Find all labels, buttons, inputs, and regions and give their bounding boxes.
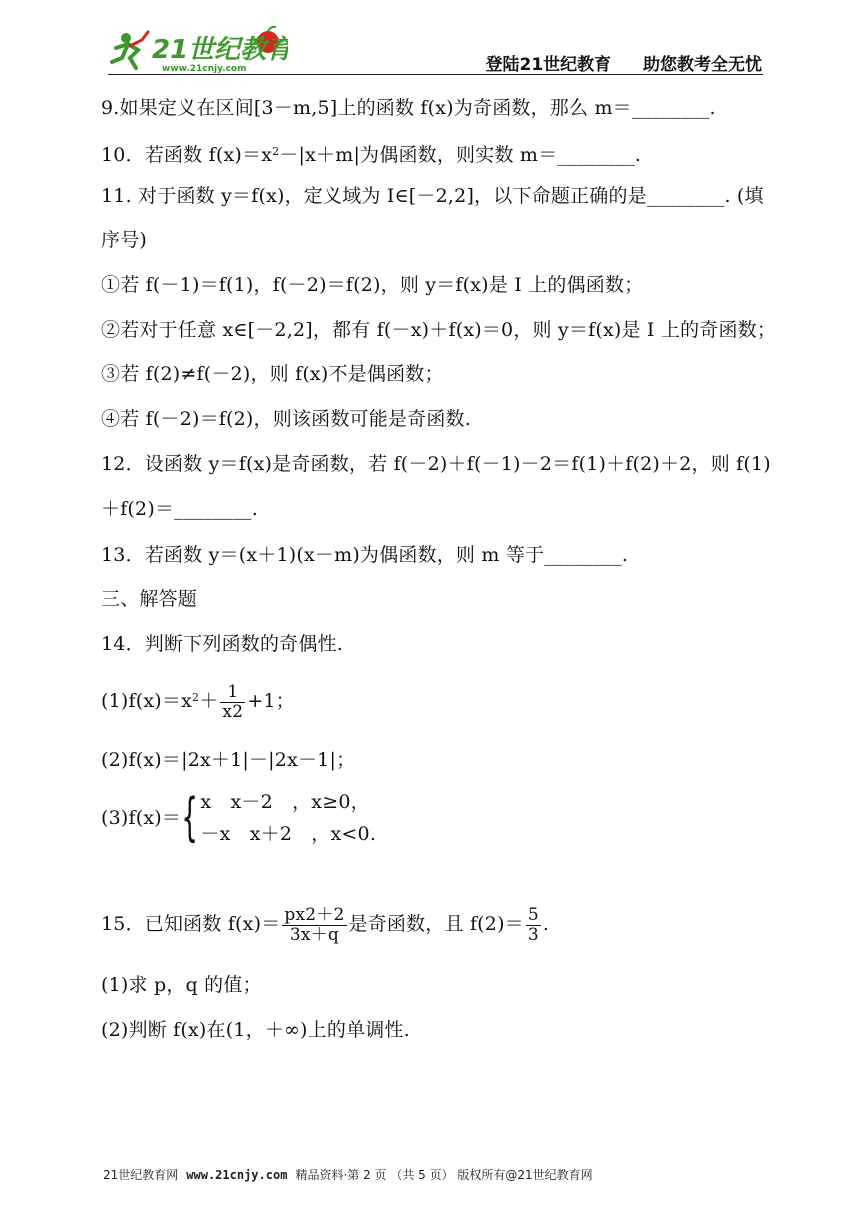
- question-15-part-1: (1)求 p，q 的值；: [101, 974, 262, 996]
- question-15: 15．已知函数 f(x)＝ $\frac{px2+2}{3x+q}$ 是奇函数，且 f(2)＝ $\frac{5}{3}$ .: [101, 904, 550, 945]
- logo-text: 21世纪教育: [152, 35, 288, 65]
- question-14: 14．判断下列函数的奇偶性.: [101, 633, 344, 655]
- left-brace: {: [181, 788, 199, 848]
- header-slogan: [485, 50, 762, 75]
- question-9: 9.如果定义在区间[3－m,5]上的函数 f(x)为奇函数，那么 m＝________.: [101, 97, 716, 119]
- question-11-option-1: ①若 f(－1)＝f(1)，f(－2)＝f(2)，则 y＝f(x)是 I 上的偶函数；: [101, 274, 644, 296]
- question-13: 13．若函数 y＝(x＋1)(x－m)为偶函数，则 m 等于________.: [101, 544, 629, 566]
- footer-right: 精品资料·第 2 页 （共 5 页） 版权所有@21世纪教育网: [295, 1168, 593, 1182]
- logo-url: www.21cnjy.com: [162, 64, 247, 74]
- question-14-part-1: $(1)f(x)=x^2+$ $\frac{1}{x2}$ +1；: [101, 681, 295, 722]
- page-footer: [103, 1166, 593, 1183]
- question-11-option-3: ③若 f(2)≠f(－2)，则 f(x)不是偶函数；: [101, 363, 444, 385]
- slogan-right: 助您教考全无忧: [643, 55, 762, 75]
- fraction-5-over-3: $\frac{5}{3}$: [527, 904, 539, 945]
- question-11-line2: 序号): [101, 229, 148, 251]
- logo-runner-icon: [108, 24, 288, 74]
- fraction-1-over-x2: $\frac{1}{x2}$: [222, 681, 244, 722]
- question-12-line1: 12．设函数 y＝f(x)是奇函数，若 f(－2)＋f(－1)－2＝f(1)＋f(2)＋2，则 f(1): [101, 453, 771, 475]
- case-1: x x－2 ，x≥0，: [200, 791, 370, 813]
- section-3-heading: 三、解答题: [101, 588, 198, 610]
- slogan-left: 登陆21世纪教育: [485, 55, 612, 75]
- question-10: 10．若函数 $f(x)=x^2-|x+m|$为偶函数，则实数 m＝________.: [101, 144, 642, 166]
- question-11-option-4: ④若 f(－2)＝f(2)，则该函数可能是奇函数.: [101, 408, 471, 430]
- question-14-part-2: (2)f(x)＝|2x＋1|－|2x－1|；: [101, 749, 356, 771]
- site-logo: [108, 24, 288, 74]
- case-2: －x x＋2 ，x<0.: [200, 823, 377, 845]
- question-15-part-2: (2)判断 f(x)在(1，＋∞)上的单调性.: [101, 1019, 410, 1041]
- fraction-f-definition: $\frac{px2+2}{3x+q}$: [284, 904, 345, 945]
- question-11-line1: 11. 对于函数 y＝f(x)，定义域为 I∈[－2,2]，以下命题正确的是________. (填: [101, 185, 764, 207]
- question-11-option-2: ②若对于任意 x∈[－2,2]，都有 f(－x)＋f(x)＝0，则 y＝f(x)是 I 上的奇函数；: [101, 319, 777, 341]
- header-divider: [108, 74, 763, 75]
- footer-left: 21世纪教育网: [103, 1168, 179, 1182]
- question-12-line2: ＋f(2)＝________.: [101, 498, 258, 520]
- piecewise-cases: [200, 786, 376, 850]
- footer-site-link[interactable]: www.21cnjy.com: [186, 1168, 288, 1182]
- question-14-part-3: (3)f(x)＝{ x x－2 ，x≥0， －x x＋2 ，x<0.: [101, 788, 377, 848]
